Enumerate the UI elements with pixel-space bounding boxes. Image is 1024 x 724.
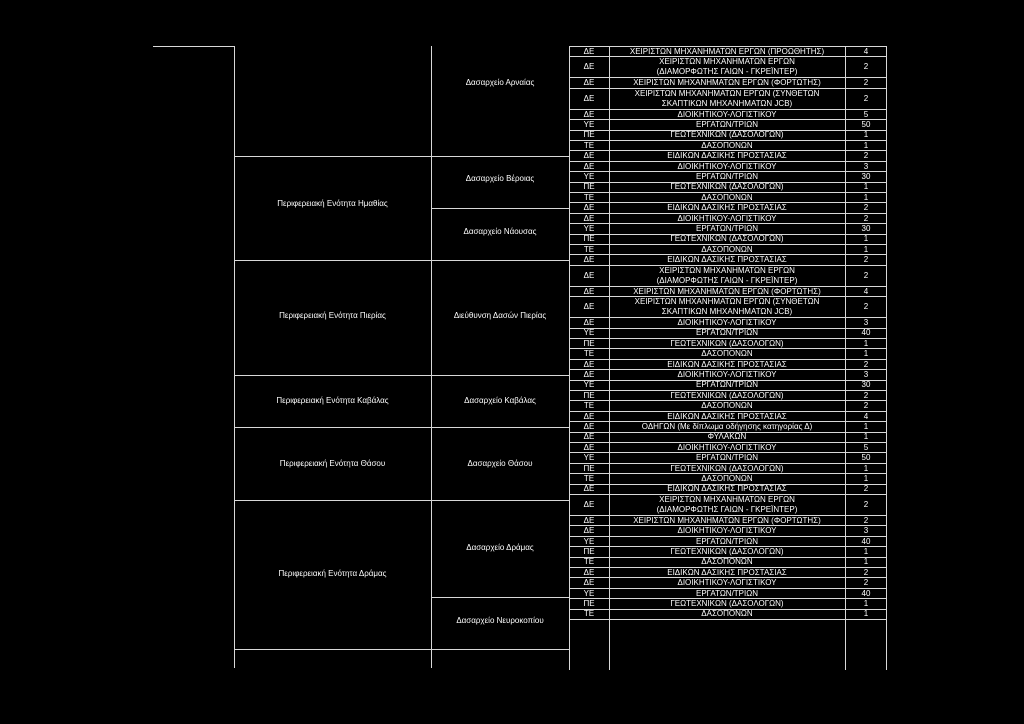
position-cell: ΓΕΩΤΕΧΝΙΚΩΝ (ΔΑΣΟΛΟΓΩΝ)	[670, 182, 784, 192]
category-cell: ΠΕ	[583, 234, 595, 244]
position-cell: ΔΑΣΟΠΟΝΩΝ	[701, 244, 753, 254]
position-line-1: ΧΕΙΡΙΣΤΩΝ ΜΗΧΑΝΗΜΑΤΩΝ ΕΡΓΩΝ	[659, 495, 795, 504]
position-cell: ΔΑΣΟΠΟΝΩΝ	[701, 349, 753, 359]
table-row	[569, 443, 887, 453]
table-row	[569, 131, 887, 141]
category-cell: ΥΕ	[583, 588, 595, 598]
count-cell: 50	[861, 119, 871, 129]
table-row	[569, 266, 887, 287]
table-row	[569, 235, 887, 245]
unit-sep	[234, 427, 569, 428]
position-cell: ΔΑΣΟΠΟΝΩΝ	[701, 401, 753, 411]
category-cell: ΔΕ	[583, 500, 595, 509]
category-cell: ΔΕ	[583, 78, 595, 88]
count-cell: 1	[863, 463, 869, 473]
table-row	[569, 464, 887, 474]
position-cell: ΓΕΩΤΕΧΝΙΚΩΝ (ΔΑΣΟΛΟΓΩΝ)	[670, 234, 784, 244]
category-cell: ΥΕ	[583, 171, 595, 181]
position-cell: ΓΕΩΤΕΧΝΙΚΩΝ (ΔΑΣΟΛΟΓΩΝ)	[670, 130, 784, 140]
count-cell: 1	[863, 546, 869, 556]
position-line-1: ΧΕΙΡΙΣΤΩΝ ΜΗΧΑΝΗΜΑΤΩΝ ΕΡΓΩΝ	[659, 265, 795, 275]
category-cell: ΠΕ	[583, 463, 595, 473]
top-line-left	[153, 46, 235, 47]
count-cell: 1	[863, 234, 869, 244]
unit-sep	[234, 500, 569, 501]
table-row	[569, 495, 887, 516]
category-cell: ΔΕ	[583, 421, 595, 431]
position-cell: ΕΡΓΑΤΩΝ/ΤΡΙΩΝ	[695, 119, 758, 129]
category-cell: ΤΕ	[583, 557, 595, 567]
table-row	[569, 360, 887, 370]
count-cell: 2	[863, 578, 869, 588]
unit-sep	[234, 649, 569, 650]
category-cell: ΔΕ	[583, 161, 595, 171]
position-cell: ΕΙΔΙΚΩΝ ΔΑΣΙΚΗΣ ΠΡΟΣΤΑΣΙΑΣ	[667, 255, 787, 265]
count-cell: 1	[863, 432, 869, 442]
table-row	[569, 474, 887, 484]
table-row	[569, 485, 887, 495]
table-row	[569, 224, 887, 234]
count-cell: 2	[863, 270, 869, 280]
table-row	[569, 578, 887, 588]
unit-label: Περιφερειακή Ενότητα Ημαθίας	[277, 199, 388, 208]
category-cell: ΠΕ	[583, 182, 595, 192]
position-cell: ΕΡΓΑΤΩΝ/ΤΡΙΩΝ	[695, 380, 758, 390]
count-cell: 1	[863, 192, 869, 202]
table-row	[569, 255, 887, 265]
table-row	[569, 172, 887, 182]
category-cell: ΔΕ	[583, 109, 595, 119]
position-cell: ΔΑΣΟΠΟΝΩΝ	[701, 140, 753, 150]
count-cell: 5	[863, 109, 869, 119]
position-line-2: (ΔΙΑΜΟΡΦΩΤΗΣ ΓΑΙΩΝ - ΓΚΡΕΪΝΤΕΡ)	[656, 275, 798, 285]
count-cell: 30	[861, 223, 871, 233]
table-row	[569, 151, 887, 161]
table-row	[569, 381, 887, 391]
position-cell: ΟΔΗΓΩΝ (Με δίπλωμα οδήγησης κατηγορίας Δ)	[641, 421, 813, 431]
table-row	[569, 57, 887, 78]
count-cell: 1	[863, 609, 869, 619]
table-row	[569, 183, 887, 193]
unit-sep	[234, 156, 569, 157]
count-cell: 1	[863, 338, 869, 348]
category-cell: ΠΕ	[583, 130, 595, 140]
table-row	[569, 391, 887, 401]
count-cell: 40	[861, 588, 871, 598]
unit-label: Περιφερειακή Ενότητα Θάσου	[279, 459, 386, 468]
count-cell: 4	[863, 286, 869, 296]
category-cell: ΔΕ	[583, 286, 595, 296]
category-cell: ΔΕ	[583, 255, 595, 265]
table-row	[569, 162, 887, 172]
table-row	[569, 329, 887, 339]
position-cell: ΕΡΓΑΤΩΝ/ΤΡΙΩΝ	[695, 453, 758, 463]
category-cell: ΔΕ	[583, 317, 595, 327]
table-row	[569, 370, 887, 380]
position-cell: ΕΙΔΙΚΩΝ ΔΑΣΙΚΗΣ ΠΡΟΣΤΑΣΙΑΣ	[667, 411, 787, 421]
category-cell: ΔΕ	[583, 46, 595, 56]
position-line-2: (ΔΙΑΜΟΡΦΩΤΗΣ ΓΑΙΩΝ - ΓΚΡΕΪΝΤΕΡ)	[656, 505, 798, 514]
position-line-1: ΧΕΙΡΙΣΤΩΝ ΜΗΧΑΝΗΜΑΤΩΝ ΕΡΓΩΝ (ΣΥΝΘΕΤΩΝ	[634, 88, 820, 98]
count-cell: 1	[863, 421, 869, 431]
count-cell: 2	[863, 203, 869, 213]
position-cell: ΔΙΟΙΚΗΤΙΚΟΥ-ΛΟΓΙΣΤΙΚΟΥ	[677, 526, 777, 536]
count-cell: 2	[863, 515, 869, 525]
count-cell: 1	[863, 473, 869, 483]
category-cell: ΔΕ	[583, 578, 595, 588]
position-cell: ΔΙΟΙΚΗΤΙΚΟΥ-ΛΟΓΙΣΤΙΚΟΥ	[677, 578, 777, 588]
position-cell	[609, 57, 845, 77]
category-cell: ΥΕ	[583, 223, 595, 233]
category-cell: ΔΕ	[583, 567, 595, 577]
table-row	[569, 245, 887, 255]
category-cell: ΠΕ	[583, 598, 595, 608]
category-cell: ΤΕ	[583, 609, 595, 619]
table-row	[569, 47, 887, 57]
count-cell: 1	[863, 557, 869, 567]
table-row	[569, 526, 887, 536]
category-cell: ΠΕ	[583, 546, 595, 556]
category-cell: ΔΕ	[583, 515, 595, 525]
position-cell: ΓΕΩΤΕΧΝΙΚΩΝ (ΔΑΣΟΛΟΓΩΝ)	[670, 390, 784, 400]
count-cell: 30	[861, 171, 871, 181]
position-line-2: (ΔΙΑΜΟΡΦΩΤΗΣ ΓΑΙΩΝ - ΓΚΡΕΪΝΤΕΡ)	[656, 67, 798, 77]
table-row	[569, 537, 887, 547]
category-cell: ΔΕ	[583, 411, 595, 421]
category-cell: ΔΕ	[583, 484, 595, 494]
position-cell: ΕΡΓΑΤΩΝ/ΤΡΙΩΝ	[695, 588, 758, 598]
table-row	[569, 89, 887, 110]
category-cell: ΠΕ	[583, 338, 595, 348]
category-cell: ΔΕ	[583, 442, 595, 452]
position-cell: ΕΙΔΙΚΩΝ ΔΑΣΙΚΗΣ ΠΡΟΣΤΑΣΙΑΣ	[667, 359, 787, 369]
service-label: Διεύθυνση Δασών Πιερίας	[453, 311, 547, 320]
position-cell: ΔΑΣΟΠΟΝΩΝ	[701, 557, 753, 567]
service-label: Δασαρχείο Θάσου	[467, 459, 533, 468]
service-label: Δασαρχείο Καβάλας	[464, 396, 536, 405]
table-row	[569, 318, 887, 328]
col-line-2	[431, 46, 432, 668]
category-cell: ΔΕ	[583, 270, 595, 280]
count-cell: 40	[861, 536, 871, 546]
table-row	[569, 610, 887, 620]
service-label: Δασαρχείο Αρναίας	[465, 78, 535, 87]
category-cell: ΔΕ	[583, 62, 595, 72]
service-label: Δασαρχείο Βέροιας	[465, 174, 535, 183]
service-label: Δασαρχείο Νευροκοπίου	[456, 616, 544, 625]
count-cell: 2	[863, 359, 869, 369]
position-cell: ΓΕΩΤΕΧΝΙΚΩΝ (ΔΑΣΟΛΟΓΩΝ)	[670, 598, 784, 608]
table-row	[569, 141, 887, 151]
table-row	[569, 422, 887, 432]
table-row	[569, 120, 887, 130]
table-row	[569, 589, 887, 599]
position-cell: ΓΕΩΤΕΧΝΙΚΩΝ (ΔΑΣΟΛΟΓΩΝ)	[670, 338, 784, 348]
table-row	[569, 110, 887, 120]
table-row	[569, 349, 887, 359]
position-line-2: ΣΚΑΠΤΙΚΩΝ ΜΗΧΑΝΗΜΑΤΩΝ JCB)	[661, 98, 793, 108]
count-cell: 3	[863, 161, 869, 171]
position-cell: ΧΕΙΡΙΣΤΩΝ ΜΗΧΑΝΗΜΑΤΩΝ ΕΡΓΩΝ (ΦΟΡΤΩΤΗΣ)	[633, 286, 821, 296]
table-row	[569, 568, 887, 578]
position-cell: ΕΙΔΙΚΩΝ ΔΑΣΙΚΗΣ ΠΡΟΣΤΑΣΙΑΣ	[667, 567, 787, 577]
service-sep	[431, 597, 569, 598]
category-cell: ΥΕ	[583, 453, 595, 463]
count-cell: 2	[863, 93, 869, 103]
count-cell: 3	[863, 317, 869, 327]
position-cell: ΕΡΓΑΤΩΝ/ΤΡΙΩΝ	[695, 328, 758, 338]
count-cell: 1	[863, 598, 869, 608]
position-cell: ΕΡΓΑΤΩΝ/ΤΡΙΩΝ	[695, 223, 758, 233]
count-cell: 2	[863, 390, 869, 400]
position-cell: ΔΙΟΙΚΗΤΙΚΟΥ-ΛΟΓΙΣΤΙΚΟΥ	[677, 161, 777, 171]
table-row	[569, 339, 887, 349]
count-cell: 4	[863, 411, 869, 421]
unit-label: Περιφερειακή Ενότητα Δράμας	[278, 569, 387, 578]
count-cell: 2	[863, 78, 869, 88]
category-cell: ΔΕ	[583, 526, 595, 536]
category-cell: ΤΕ	[583, 140, 595, 150]
unit-sep	[234, 375, 569, 376]
position-cell: ΔΙΟΙΚΗΤΙΚΟΥ-ΛΟΓΙΣΤΙΚΟΥ	[677, 369, 777, 379]
table-row	[569, 599, 887, 609]
position-cell: ΧΕΙΡΙΣΤΩΝ ΜΗΧΑΝΗΜΑΤΩΝ ΕΡΓΩΝ (ΦΟΡΤΩΤΗΣ)	[633, 78, 821, 88]
count-cell: 2	[863, 255, 869, 265]
position-cell: ΦΥΛΑΚΩΝ	[707, 432, 747, 442]
service-label: Δασαρχείο Δράμας	[466, 543, 534, 552]
position-cell: ΓΕΩΤΕΧΝΙΚΩΝ (ΔΑΣΟΛΟΓΩΝ)	[670, 546, 784, 556]
count-cell: 2	[863, 62, 869, 72]
count-cell: 1	[863, 244, 869, 254]
position-line-2: ΣΚΑΠΤΙΚΩΝ ΜΗΧΑΝΗΜΑΤΩΝ JCB)	[661, 307, 793, 317]
table-row	[569, 297, 887, 318]
category-cell: ΔΕ	[583, 93, 595, 103]
table-row	[569, 412, 887, 422]
count-cell: 2	[863, 302, 869, 312]
count-cell: 1	[863, 349, 869, 359]
position-cell: ΔΑΣΟΠΟΝΩΝ	[701, 192, 753, 202]
position-line-1: ΧΕΙΡΙΣΤΩΝ ΜΗΧΑΝΗΜΑΤΩΝ ΕΡΓΩΝ	[659, 57, 795, 67]
position-cell	[609, 266, 845, 286]
count-cell: 3	[863, 526, 869, 536]
category-cell: ΤΕ	[583, 473, 595, 483]
position-line-1: ΧΕΙΡΙΣΤΩΝ ΜΗΧΑΝΗΜΑΤΩΝ ΕΡΓΩΝ (ΣΥΝΘΕΤΩΝ	[634, 297, 820, 307]
position-cell: ΔΙΟΙΚΗΤΙΚΟΥ-ΛΟΓΙΣΤΙΚΟΥ	[677, 317, 777, 327]
table-row	[569, 287, 887, 297]
count-cell: 1	[863, 130, 869, 140]
unit-label: Περιφερειακή Ενότητα Πιερίας	[279, 311, 386, 320]
count-cell: 2	[863, 500, 869, 509]
position-cell: ΕΙΔΙΚΩΝ ΔΑΣΙΚΗΣ ΠΡΟΣΤΑΣΙΑΣ	[667, 151, 787, 161]
count-cell: 2	[863, 213, 869, 223]
category-cell: ΔΕ	[583, 151, 595, 161]
table-row	[569, 78, 887, 88]
category-cell: ΠΕ	[583, 390, 595, 400]
table-row	[569, 193, 887, 203]
category-cell: ΔΕ	[583, 213, 595, 223]
service-label: Δασαρχείο Νάουσας	[463, 227, 537, 236]
position-cell: ΔΙΟΙΚΗΤΙΚΟΥ-ΛΟΓΙΣΤΙΚΟΥ	[677, 213, 777, 223]
table-row	[569, 547, 887, 557]
count-cell: 5	[863, 442, 869, 452]
count-cell: 2	[863, 567, 869, 577]
count-cell: 40	[861, 328, 871, 338]
count-cell: 2	[863, 484, 869, 494]
table-row	[569, 203, 887, 213]
position-cell: ΕΙΔΙΚΩΝ ΔΑΣΙΚΗΣ ΠΡΟΣΤΑΣΙΑΣ	[667, 203, 787, 213]
position-cell: ΕΙΔΙΚΩΝ ΔΑΣΙΚΗΣ ΠΡΟΣΤΑΣΙΑΣ	[667, 484, 787, 494]
position-cell: ΕΡΓΑΤΩΝ/ΤΡΙΩΝ	[695, 536, 758, 546]
position-cell: ΔΙΟΙΚΗΤΙΚΟΥ-ΛΟΓΙΣΤΙΚΟΥ	[677, 442, 777, 452]
position-cell	[609, 297, 845, 317]
table-row	[569, 401, 887, 411]
position-cell	[609, 89, 845, 109]
count-cell: 2	[863, 401, 869, 411]
category-cell: ΥΕ	[583, 536, 595, 546]
table-row	[569, 516, 887, 526]
category-cell: ΥΕ	[583, 328, 595, 338]
position-cell: ΕΡΓΑΤΩΝ/ΤΡΙΩΝ	[695, 171, 758, 181]
count-cell: 4	[863, 46, 869, 56]
service-sep	[431, 208, 569, 209]
category-cell: ΥΕ	[583, 380, 595, 390]
position-cell: ΔΙΟΙΚΗΤΙΚΟΥ-ΛΟΓΙΣΤΙΚΟΥ	[677, 109, 777, 119]
category-cell: ΔΕ	[583, 359, 595, 369]
position-cell: ΓΕΩΤΕΧΝΙΚΩΝ (ΔΑΣΟΛΟΓΩΝ)	[670, 463, 784, 473]
category-cell: ΤΕ	[583, 192, 595, 202]
category-cell: ΤΕ	[583, 349, 595, 359]
category-cell: ΔΕ	[583, 203, 595, 213]
position-cell	[609, 495, 845, 515]
position-cell: ΧΕΙΡΙΣΤΩΝ ΜΗΧΑΝΗΜΑΤΩΝ ΕΡΓΩΝ (ΦΟΡΤΩΤΗΣ)	[633, 515, 821, 525]
count-cell: 1	[863, 182, 869, 192]
table-row	[569, 558, 887, 568]
category-cell: ΔΕ	[583, 432, 595, 442]
table-row	[569, 453, 887, 463]
position-cell: ΧΕΙΡΙΣΤΩΝ ΜΗΧΑΝΗΜΑΤΩΝ ΕΡΓΩΝ (ΠΡΟΩΘΗΤΗΣ)	[629, 46, 825, 56]
category-cell: ΤΕ	[583, 244, 595, 254]
count-cell: 50	[861, 453, 871, 463]
count-cell: 1	[863, 140, 869, 150]
table-row	[569, 433, 887, 443]
category-cell: ΔΕ	[583, 369, 595, 379]
count-cell: 30	[861, 380, 871, 390]
unit-sep	[234, 260, 569, 261]
count-cell: 3	[863, 369, 869, 379]
table-row	[569, 214, 887, 224]
count-cell: 2	[863, 151, 869, 161]
position-cell: ΔΑΣΟΠΟΝΩΝ	[701, 609, 753, 619]
unit-label: Περιφερειακή Ενότητα Καβάλας	[276, 396, 389, 405]
position-cell: ΔΑΣΟΠΟΝΩΝ	[701, 473, 753, 483]
category-cell: ΤΕ	[583, 401, 595, 411]
category-cell: ΔΕ	[583, 302, 595, 312]
category-cell: ΥΕ	[583, 119, 595, 129]
